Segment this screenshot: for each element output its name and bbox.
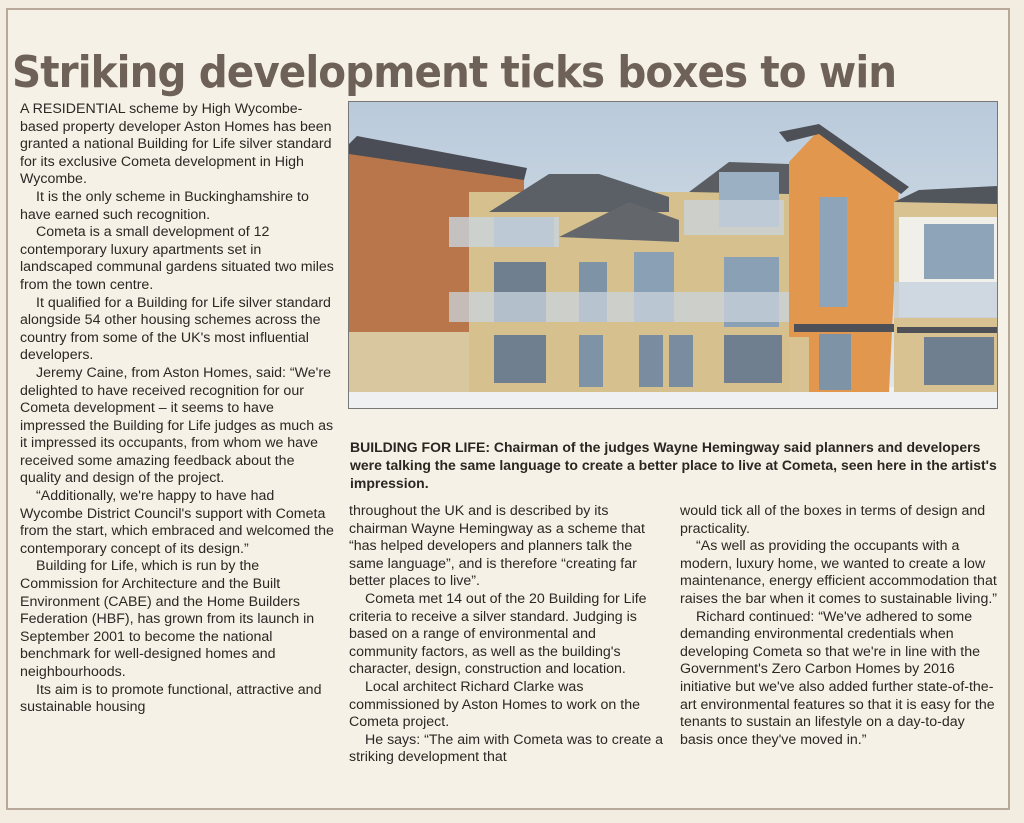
article-column-1	[20, 101, 336, 717]
paragraph: Richard continued: “We've adhered to some demanding environmental credentials when developing Cometa so that we're in line with the Government's Zero Carbon Homes by 2016 initiative but we've also added further state-of-the-art environmental features so that it is easy for the tenants to sustain an lifestyle on a day-to-day basis once they've moved in.”	[680, 608, 995, 748]
paragraph: A RESIDENTIAL scheme by High Wycombe-based property developer Aston Homes has been granted a national Building for Life silver standard for its exclusive Cometa development in High Wycombe.	[20, 101, 332, 188]
paragraph: Cometa is a small development of 12 contemporary luxury apartments set in landscaped communal gardens situated two miles from the town centre.	[20, 224, 334, 293]
paragraph: It qualified for a Building for Life silver standard alongside 54 other housing schemes across the country from some of the UK's most influential developers.	[20, 294, 331, 364]
article-column-3	[680, 503, 998, 749]
headline: Striking development ticks boxes to win	[12, 47, 897, 99]
paragraph: Local architect Richard Clarke was commissioned by Aston Homes to work on the Cometa project.	[349, 678, 640, 731]
article-column-2	[349, 503, 667, 767]
paragraph: Building for Life, which is run by the Commission for Architecture and the Built Environment (CABE) and the Home Builders Federation (HBF), has grown from its launch in September 2001 to become the national benchmark for well-designed homes and neighbourhoods.	[20, 558, 315, 680]
paragraph: Jeremy Caine, from Aston Homes, said: “We're delighted to have received recognition for our Cometa development – it seems to have impressed the Building for Life judges as much as it impressed its occupants, from whom we have received some amazing feedback about the quality and design of the project.	[20, 364, 334, 487]
paragraph: throughout the UK and is described by its chairman Wayne Hemingway as a scheme that “has helped developers and planners talk the same language”, and is therefore “creating far better places to live”.	[349, 503, 645, 590]
paragraph: “Additionally, we're happy to have had Wycombe District Council's support with Cometa from the start, which embraced and welcomed the contemporary concept of its design.”	[20, 488, 334, 557]
artist-impression-image	[348, 101, 998, 409]
paragraph: Cometa met 14 out of the 20 Building for Life criteria to receive a silver standard. Judging is based on a range of environmental and community factors, as well as the building's character, design, construction and location.	[349, 590, 647, 678]
paragraph: He says: “The aim with Cometa was to create a striking development that	[349, 731, 664, 766]
paragraph: would tick all of the boxes in terms of design and practicality.	[680, 503, 986, 537]
paragraph: “As well as providing the occupants with a modern, luxury home, we wanted to create a low maintenance, energy efficient accommodation that raises the bar when it comes to sustainable living.”	[680, 538, 998, 607]
paragraph: It is the only scheme in Buckinghamshire to have earned such recognition.	[20, 188, 309, 223]
paragraph: Its aim is to promote functional, attractive and sustainable housing	[20, 681, 322, 716]
image-caption: BUILDING FOR LIFE: Chairman of the judges Wayne Hemingway said planners and developers were talking the same language to create a better place to live at Cometa, seen here in the artist's impression.	[350, 439, 997, 491]
